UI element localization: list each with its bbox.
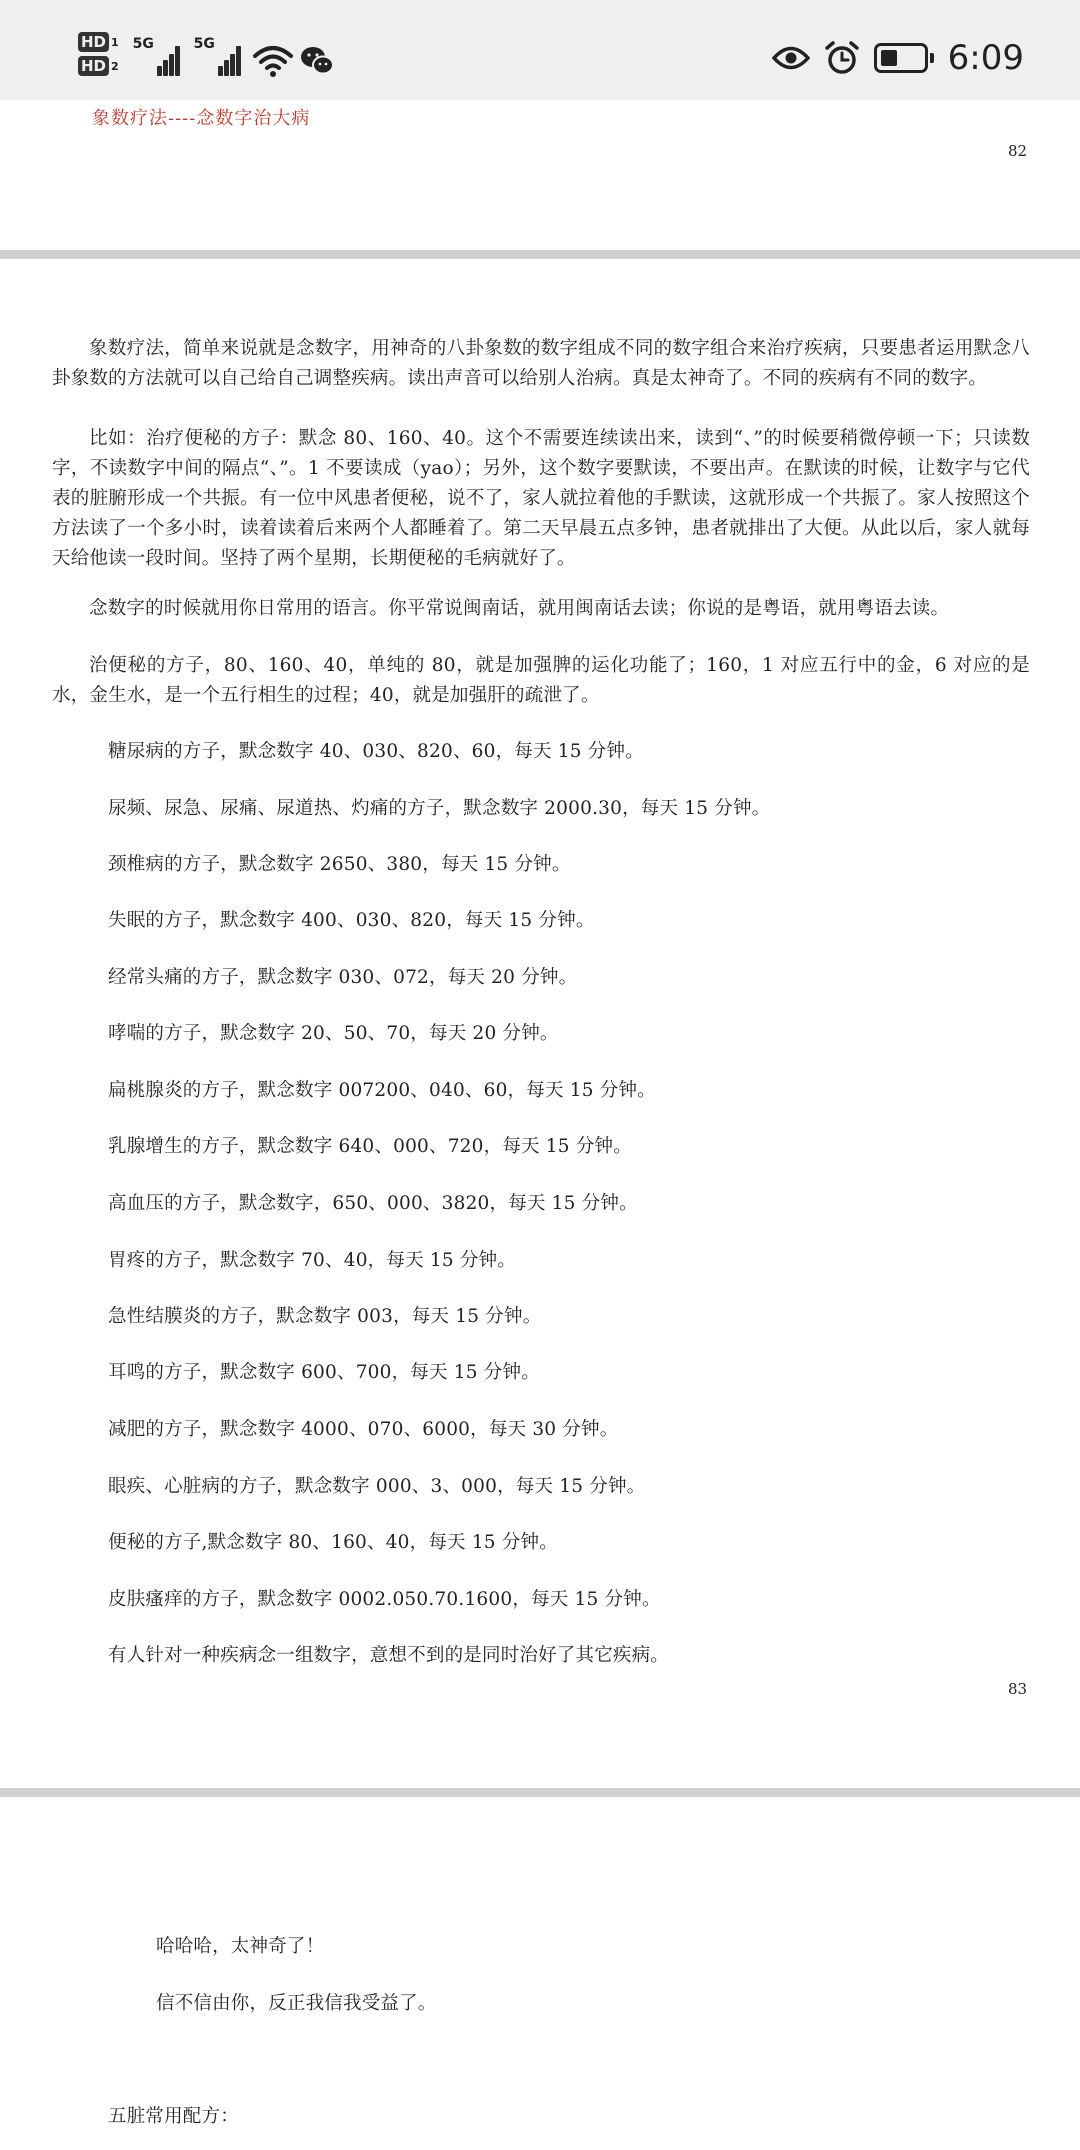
- sim2-network-label: 5G: [193, 36, 215, 52]
- list-item: 糖尿病的方子，默念数字 40、030、820、60，每天 15 分钟。: [108, 741, 644, 762]
- page-number-83: 83: [1008, 1680, 1028, 1698]
- list-item: 减肥的方子，默念数字 4000、070、6000，每天 30 分钟。: [108, 1419, 619, 1440]
- section-heading: 五脏常用配方：: [108, 2106, 239, 2127]
- comment-line: 哈哈哈，太神奇了！: [156, 1936, 325, 1957]
- sim1-network-label: 5G: [132, 36, 154, 52]
- status-bar: [0, 0, 1080, 100]
- list-item: 尿频、尿急、尿痛、尿道热、灼痛的方子，默念数字 2000.30，每天 15 分钟。: [108, 798, 771, 819]
- list-item: 胃疼的方子，默念数字 70、40，每天 15 分钟。: [108, 1250, 516, 1271]
- list-item: 乳腺增生的方子，默念数字 640、000、720，每天 15 分钟。: [108, 1136, 632, 1157]
- battery-level: [881, 50, 897, 66]
- document-header-title: 象数疗法----念数字治大病: [92, 108, 311, 129]
- clock-time: 6:09: [947, 38, 1024, 78]
- status-left: [78, 32, 335, 92]
- wifi-icon: [253, 44, 293, 78]
- page-divider: [0, 250, 1080, 259]
- page-number-82: 82: [1008, 142, 1028, 160]
- list-item: 失眠的方子，默念数字 400、030、820，每天 15 分钟。: [108, 910, 595, 931]
- hd2-number: 2: [111, 59, 119, 73]
- closing-line: 有人针对一种疾病念一组数字，意想不到的是同时治好了其它疾病。: [108, 1645, 670, 1666]
- list-item: 急性结膜炎的方子，默念数字 003，每天 15 分钟。: [108, 1306, 542, 1327]
- list-item: 哮喘的方子，默念数字 20、50、70，每天 20 分钟。: [108, 1023, 559, 1044]
- hd1-label: HD: [78, 32, 109, 52]
- list-item: 高血压的方子，默念数字，650、000、3820，每天 15 分钟。: [108, 1193, 638, 1214]
- hd2-label: HD: [78, 56, 109, 76]
- comment-line: 信不信由你，反正我信我受益了。: [156, 1993, 437, 2014]
- hd-indicators: [78, 32, 119, 76]
- list-item: 皮肤瘙痒的方子，默念数字 0002.050.70.1600，每天 15 分钟。: [108, 1589, 661, 1610]
- list-item: 扁桃腺炎的方子，默念数字 007200、040、60，每天 15 分钟。: [108, 1080, 656, 1101]
- list-item: 便秘的方子,默念数字 80、160、40，每天 15 分钟。: [108, 1532, 558, 1553]
- list-item: 经常头痛的方子，默念数字 030、072，每天 20 分钟。: [108, 967, 578, 988]
- wechat-icon: [299, 44, 335, 78]
- constipation-example-paragraph: 比如：治疗便秘的方子：默念 80、160、40。这个不需要连续读出来，读到“、”的时候要稍微停顿一下；只读数字，不读数字中间的隔点“、”。1 不要读成（yao）；另外，这个数字要默读，不要出声。在默读的时候，让数字与它代表的脏腑形成一个共振。有一位中风患者便秘，说不了，家人就拉着他的手默读，这就形成一个共振了。家人按照这个方法读了一个多小时，读着读着后来两个人都睡着了。第二天早晨五点多钟，患者就排出了大便。从此以后，家人就每天给他读一段时间。坚持了两个星期，长期便秘的毛病就好了。: [52, 428, 1030, 569]
- hd2-icon: [78, 56, 119, 76]
- list-item: 耳鸣的方子，默念数字 600、700，每天 15 分钟。: [108, 1362, 540, 1383]
- alarm-icon: [824, 40, 860, 76]
- page-divider: [0, 1788, 1080, 1797]
- signal-icon-sim1: [133, 32, 180, 76]
- hd1-icon: [78, 32, 119, 52]
- status-right: [772, 38, 1024, 78]
- signal-icon-sim2: [194, 32, 241, 76]
- list-item: 颈椎病的方子，默念数字 2650、380，每天 15 分钟。: [108, 854, 571, 875]
- language-paragraph: 念数字的时候就用你日常用的语言。你平常说闽南话，就用闽南话去读；你说的是粤语，就用粤语去读。: [89, 598, 950, 619]
- eye-icon: [772, 45, 810, 71]
- constipation-explanation-paragraph: 治便秘的方子，80、160、40，单纯的 80，就是加强脾的运化功能了；160，1 对应五行中的金，6 对应的是水，金生水，是一个五行相生的过程；40，就是加强肝的疏泄了。: [52, 655, 1030, 706]
- intro-paragraph: 象数疗法，简单来说就是念数字，用神奇的八卦象数的数字组成不同的数字组合来治疗疾病，只要患者运用默念八卦象数的方法就可以自己给自己调整疾病。读出声音可以给别人治病。真是太神奇了。不同的疾病有不同的数字。: [52, 338, 1030, 389]
- battery-icon: [874, 43, 928, 73]
- hd1-number: 1: [111, 35, 119, 49]
- list-item: 眼疾、心脏病的方子，默念数字 000、3、000，每天 15 分钟。: [108, 1476, 646, 1497]
